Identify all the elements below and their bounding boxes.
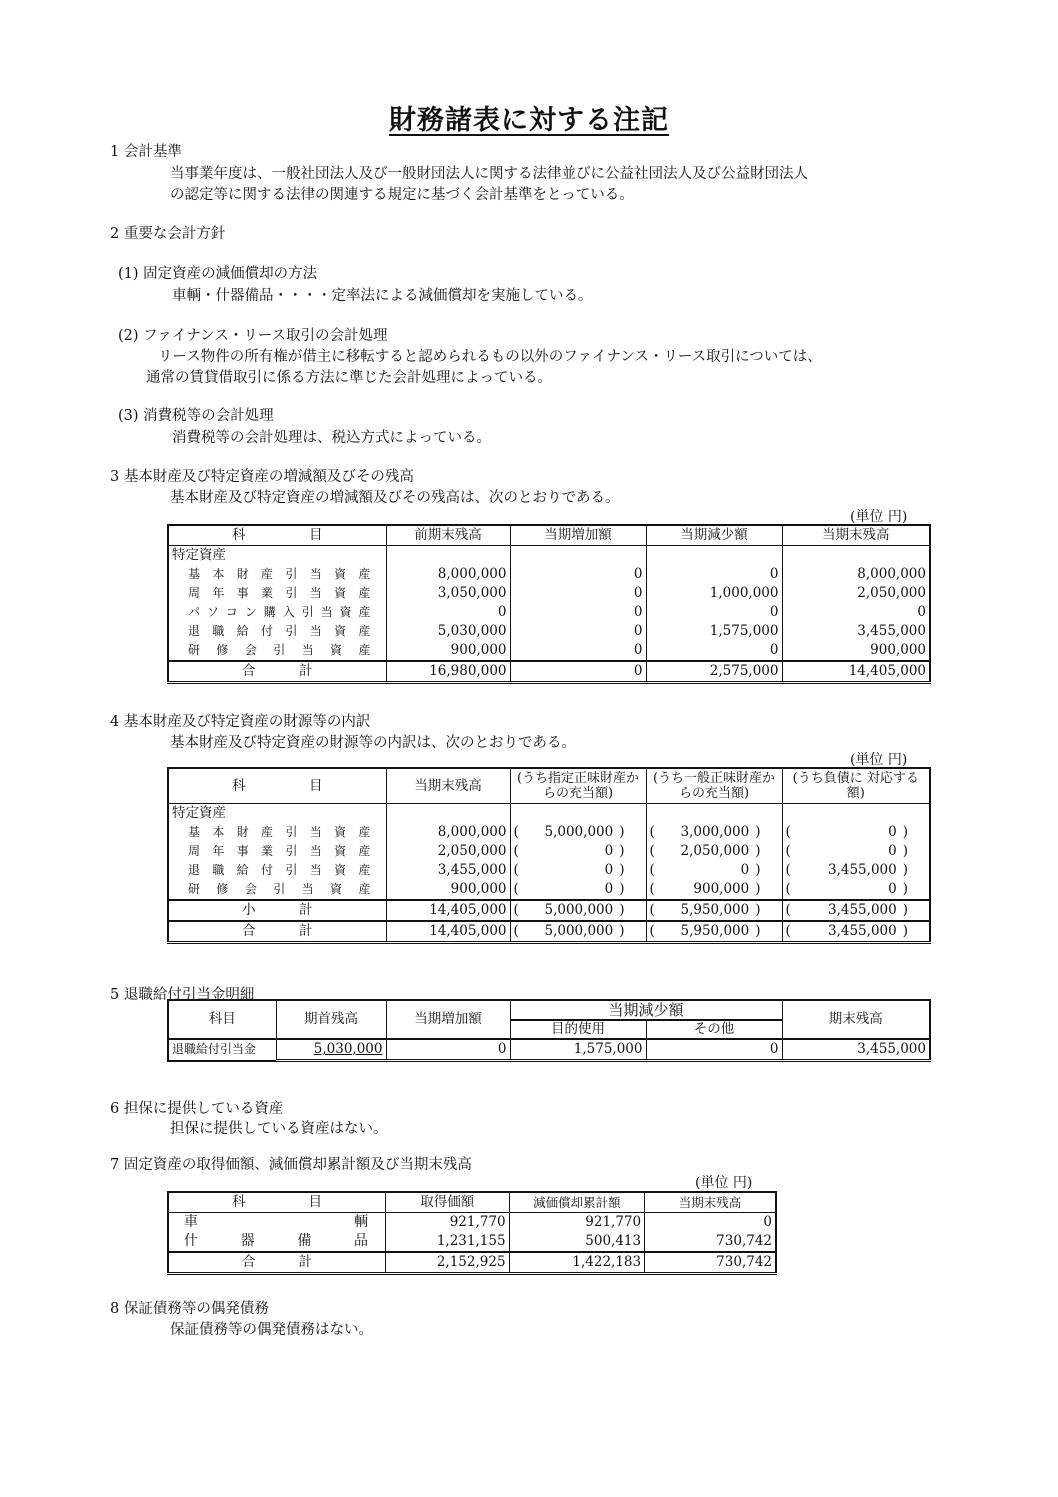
table-header-row [168,768,930,804]
row-value [646,880,782,900]
header-decrease: 当期減少額 [646,525,782,546]
row-value: 0 [646,1039,782,1061]
header-other: その他 [646,1020,782,1039]
paren-close: ) [755,824,761,840]
document-title: 財務諸表に対する注記 [389,105,669,136]
row-label-cell [168,1232,386,1252]
section-4-unit: (単位 円) [850,752,908,768]
paren-open: ( [513,923,519,939]
paren-close: ) [902,862,908,878]
total-value: 2,152,925 [386,1252,510,1274]
row-value: 0 [646,603,782,622]
paren-value: 5,000,000 [544,902,614,918]
row-label: 退 職 給 付 引 当 資 産 [188,863,371,877]
paren-open: ( [649,862,655,878]
total-value: 0 [510,661,646,683]
paren-open: ( [785,881,791,897]
row-label: 基 本 財 産 引 当 資 産 [188,825,371,839]
group-label: 特定資産 [168,546,386,566]
row-value: 3,455,000 [782,1039,930,1061]
header-closing: 当期末残高 [645,1192,776,1213]
row-value: 2,050,000 [782,584,930,603]
paren-close: ) [619,923,625,939]
table-row [168,861,930,880]
row-label-cell [168,861,386,880]
row-label: 小 計 [242,902,313,918]
paren-close: ) [755,881,761,897]
row-value [782,823,930,842]
section-1-heading: 1 会計基準 [110,144,182,160]
table-row [168,842,930,861]
header-item: 科 目 [168,768,386,804]
row-value [782,880,930,900]
section-2-2-heading: (2) ファイナンス・リース取引の会計処理 [118,328,388,344]
row-value: 0 [646,641,782,661]
paren-open: ( [649,843,655,859]
table-row [168,880,930,900]
section-8-text: 保証債務等の偶発債務はない。 [170,1322,373,1338]
row-value: 1,231,155 [386,1232,510,1252]
header-increase: 当期増加額 [510,525,646,546]
row-value: 900,000 [386,641,510,661]
header-acquisition: 取得価額 [386,1192,510,1213]
paren-open: ( [785,923,791,939]
row-value: 0 [510,565,646,584]
paren-value: 900,000 [693,881,750,897]
row-label-cell [168,900,386,921]
section-6-heading: 6 担保に提供している資産 [110,1101,284,1117]
paren-open: ( [649,923,655,939]
subtotal-row [168,900,930,921]
row-value: 14,405,000 [386,900,510,921]
paren-value: 0 [888,843,897,859]
section-7-heading: 7 固定資産の取得価額、減価償却累計額及び当期末残高 [110,1157,472,1173]
paren-open: ( [785,843,791,859]
section-7-unit: (単位 円) [695,1175,753,1191]
paren-value: 0 [888,881,897,897]
table-row [168,603,930,622]
paren-open: ( [785,902,791,918]
paren-open: ( [785,862,791,878]
paren-value: 3,000,000 [680,824,750,840]
row-value [646,900,782,921]
section-3-unit: (単位 円) [850,509,908,525]
paren-close: ) [619,881,625,897]
row-value [510,880,646,900]
section-8-heading: 8 保証債務等の偶発債務 [110,1301,269,1317]
section-2-2-text-2: 通常の賃貸借取引に係る方法に準じた会計処理によっている。 [146,370,552,386]
paren-close: ) [902,843,908,859]
paren-close: ) [902,824,908,840]
paren-value: 5,950,000 [680,923,750,939]
row-label-cell [168,823,386,842]
row-label-cell [168,1213,386,1233]
section-4-heading: 4 基本財産及び特定資産の財源等の内訳 [110,714,371,730]
row-value: 8,000,000 [386,823,510,842]
row-value: 5,030,000 [386,622,510,641]
paren-close: ) [619,824,625,840]
header-increase: 当期増加額 [386,1000,510,1039]
section-1-text-2: の認定等に関する法律の関連する規定に基づく会計基準をとっている。 [170,187,634,203]
paren-value: 0 [604,862,614,878]
section-3-heading: 3 基本財産及び特定資産の増減額及びその残高 [110,469,414,485]
paren-close: ) [619,862,625,878]
table-row [168,565,930,584]
row-label-cell [168,584,386,603]
row-label: 基 本 財 産 引 当 資 産 [188,567,371,581]
row-value [782,861,930,880]
paren-close: ) [619,843,625,859]
paren-open: ( [513,902,519,918]
row-value: 3,455,000 [782,622,930,641]
paren-value: 3,455,000 [828,862,897,878]
paren-close: ) [755,902,761,918]
group-row [168,804,930,824]
row-value: 921,770 [386,1213,510,1233]
table-row [168,622,930,641]
header-general: (うち一般正味財産からの充当額) [646,768,782,804]
header-purpose: 目的使用 [510,1020,646,1039]
paren-value: 3,455,000 [828,902,897,918]
section-4-text: 基本財産及び特定資産の財源等の内訳は、次のとおりである。 [170,735,576,751]
row-value [510,823,646,842]
table-3-balances [167,524,931,684]
section-2-3-text: 消費税等の会計処理は、税込方式によっている。 [172,430,491,446]
paren-value: 0 [604,843,614,859]
section-2-1-text: 車輌・什器備品・・・・定率法による減価償却を実施している。 [172,288,593,304]
section-2-heading: 2 重要な会計方針 [110,226,226,242]
paren-value: 0 [740,862,750,878]
header-decrease: 当期減少額 [510,1000,782,1020]
paren-close: ) [902,902,908,918]
header-closing-balance: 当期末残高 [386,768,510,804]
header-prior-balance: 前期末残高 [386,525,510,546]
row-value: 0 [646,565,782,584]
row-value: 921,770 [509,1213,645,1233]
header-liability: (うち負債に 対応する額) [782,768,930,804]
row-value: 1,575,000 [646,622,782,641]
row-value: 0 [782,603,930,622]
paren-open: ( [649,824,655,840]
row-value: 14,405,000 [386,921,510,943]
row-value [510,900,646,921]
header-item: 科目 [168,1000,276,1039]
row-value: 900,000 [782,641,930,661]
row-value [782,842,930,861]
row-value: 730,742 [645,1232,776,1252]
row-label-cell [168,622,386,641]
group-label: 特定資産 [168,804,386,824]
row-label-cell [168,603,386,622]
row-value: 8,000,000 [782,565,930,584]
paren-close: ) [755,923,761,939]
total-value: 730,742 [645,1252,776,1274]
row-value: 0 [510,584,646,603]
total-value: 1,422,183 [509,1252,645,1274]
paren-value: 5,000,000 [544,923,614,939]
row-value [782,921,930,943]
paren-close: ) [755,862,761,878]
paren-value: 0 [888,824,897,840]
paren-open: ( [785,824,791,840]
table-row [168,1039,930,1061]
row-value [646,842,782,861]
row-value [646,861,782,880]
total-row [168,921,930,943]
header-closing-balance: 当期末残高 [782,525,930,546]
row-label: 什 器 備 品 [184,1233,369,1249]
header-opening: 期首残高 [276,1000,386,1039]
row-value: 0 [386,603,510,622]
row-value [510,861,646,880]
row-value: 900,000 [386,880,510,900]
group-row [168,546,930,566]
row-value: 8,000,000 [386,565,510,584]
row-label: パ ソ コ ン 購 入 引 当 資 産 [188,605,371,619]
row-label: 研 修 会 引 当 資 産 [188,643,371,657]
section-1-text-1: 当事業年度は、一般社団法人及び一般財団法人に関する法律並びに公益社団法人及び公益財団法人 [170,166,808,182]
header-item: 科 目 [168,1192,386,1213]
row-label-cell [168,565,386,584]
paren-open: ( [513,881,519,897]
row-label: 車 輌 [184,1214,369,1230]
row-value: 3,050,000 [386,584,510,603]
total-label: 合 計 [168,1252,386,1274]
row-value: 3,455,000 [386,861,510,880]
table-5-retirement [167,999,931,1062]
table-row [168,641,930,661]
row-label: 退 職 給 付 引 当 資 産 [188,624,371,638]
row-value: 0 [510,603,646,622]
paren-close: ) [619,902,625,918]
table-4-funding [167,767,931,944]
row-label-cell [168,842,386,861]
total-label: 合 計 [168,661,386,683]
table-header-row [168,525,930,546]
total-value: 16,980,000 [386,661,510,683]
paren-value: 2,050,000 [680,843,750,859]
row-label-cell [168,641,386,661]
table-row [168,823,930,842]
row-label: 研 修 会 引 当 資 産 [188,882,371,896]
row-value: 500,413 [509,1232,645,1252]
header-depreciation: 減価償却累計額 [509,1192,645,1213]
row-label: 退職給付引当金 [168,1039,276,1061]
section-6-text: 担保に提供している資産はない。 [170,1121,388,1137]
section-2-3-heading: (3) 消費税等の会計処理 [118,408,274,424]
paren-value: 5,000,000 [544,824,614,840]
total-row [168,1252,776,1274]
row-value [646,921,782,943]
paren-value: 3,455,000 [828,923,897,939]
header-designated: (うち指定正味財産からの充当額) [510,768,646,804]
table-row [168,584,930,603]
paren-open: ( [649,902,655,918]
row-value: 0 [510,622,646,641]
paren-close: ) [902,881,908,897]
paren-open: ( [513,824,519,840]
table-7-fixed-assets [167,1191,777,1275]
section-5-heading: 5 退職給付引当金明細 [110,987,255,1003]
row-value: 0 [386,1039,510,1061]
header-item: 科 目 [168,525,386,546]
total-value: 2,575,000 [646,661,782,683]
paren-value: 5,950,000 [680,902,750,918]
row-value: 1,575,000 [510,1039,646,1061]
paren-open: ( [513,862,519,878]
paren-open: ( [513,843,519,859]
paren-open: ( [649,881,655,897]
row-label: 周 年 事 業 引 当 資 産 [188,844,371,858]
row-value [510,842,646,861]
paren-close: ) [902,923,908,939]
paren-value: 0 [604,881,614,897]
header-closing: 期末残高 [782,1000,930,1039]
row-label: 周 年 事 業 引 当 資 産 [188,586,371,600]
row-value: 5,030,000 [276,1039,386,1061]
row-value: 0 [510,641,646,661]
section-2-2-text-1: リース物件の所有権が借主に移転すると認められるもの以外のファイナンス・リース取引については、 [158,349,822,365]
total-value: 14,405,000 [782,661,930,683]
section-3-text: 基本財産及び特定資産の増減額及びその残高は、次のとおりである。 [170,490,620,506]
row-value [646,823,782,842]
row-label: 合 計 [242,923,313,939]
row-value [510,921,646,943]
section-2-1-heading: (1) 固定資産の減価償却の方法 [118,266,318,282]
row-label-cell [168,880,386,900]
table-row [168,1213,776,1233]
row-label-cell [168,921,386,943]
table-row [168,1232,776,1252]
row-value: 0 [645,1213,776,1233]
paren-close: ) [755,843,761,859]
row-value: 2,050,000 [386,842,510,861]
total-row [168,661,930,683]
row-value [782,900,930,921]
row-value: 1,000,000 [646,584,782,603]
